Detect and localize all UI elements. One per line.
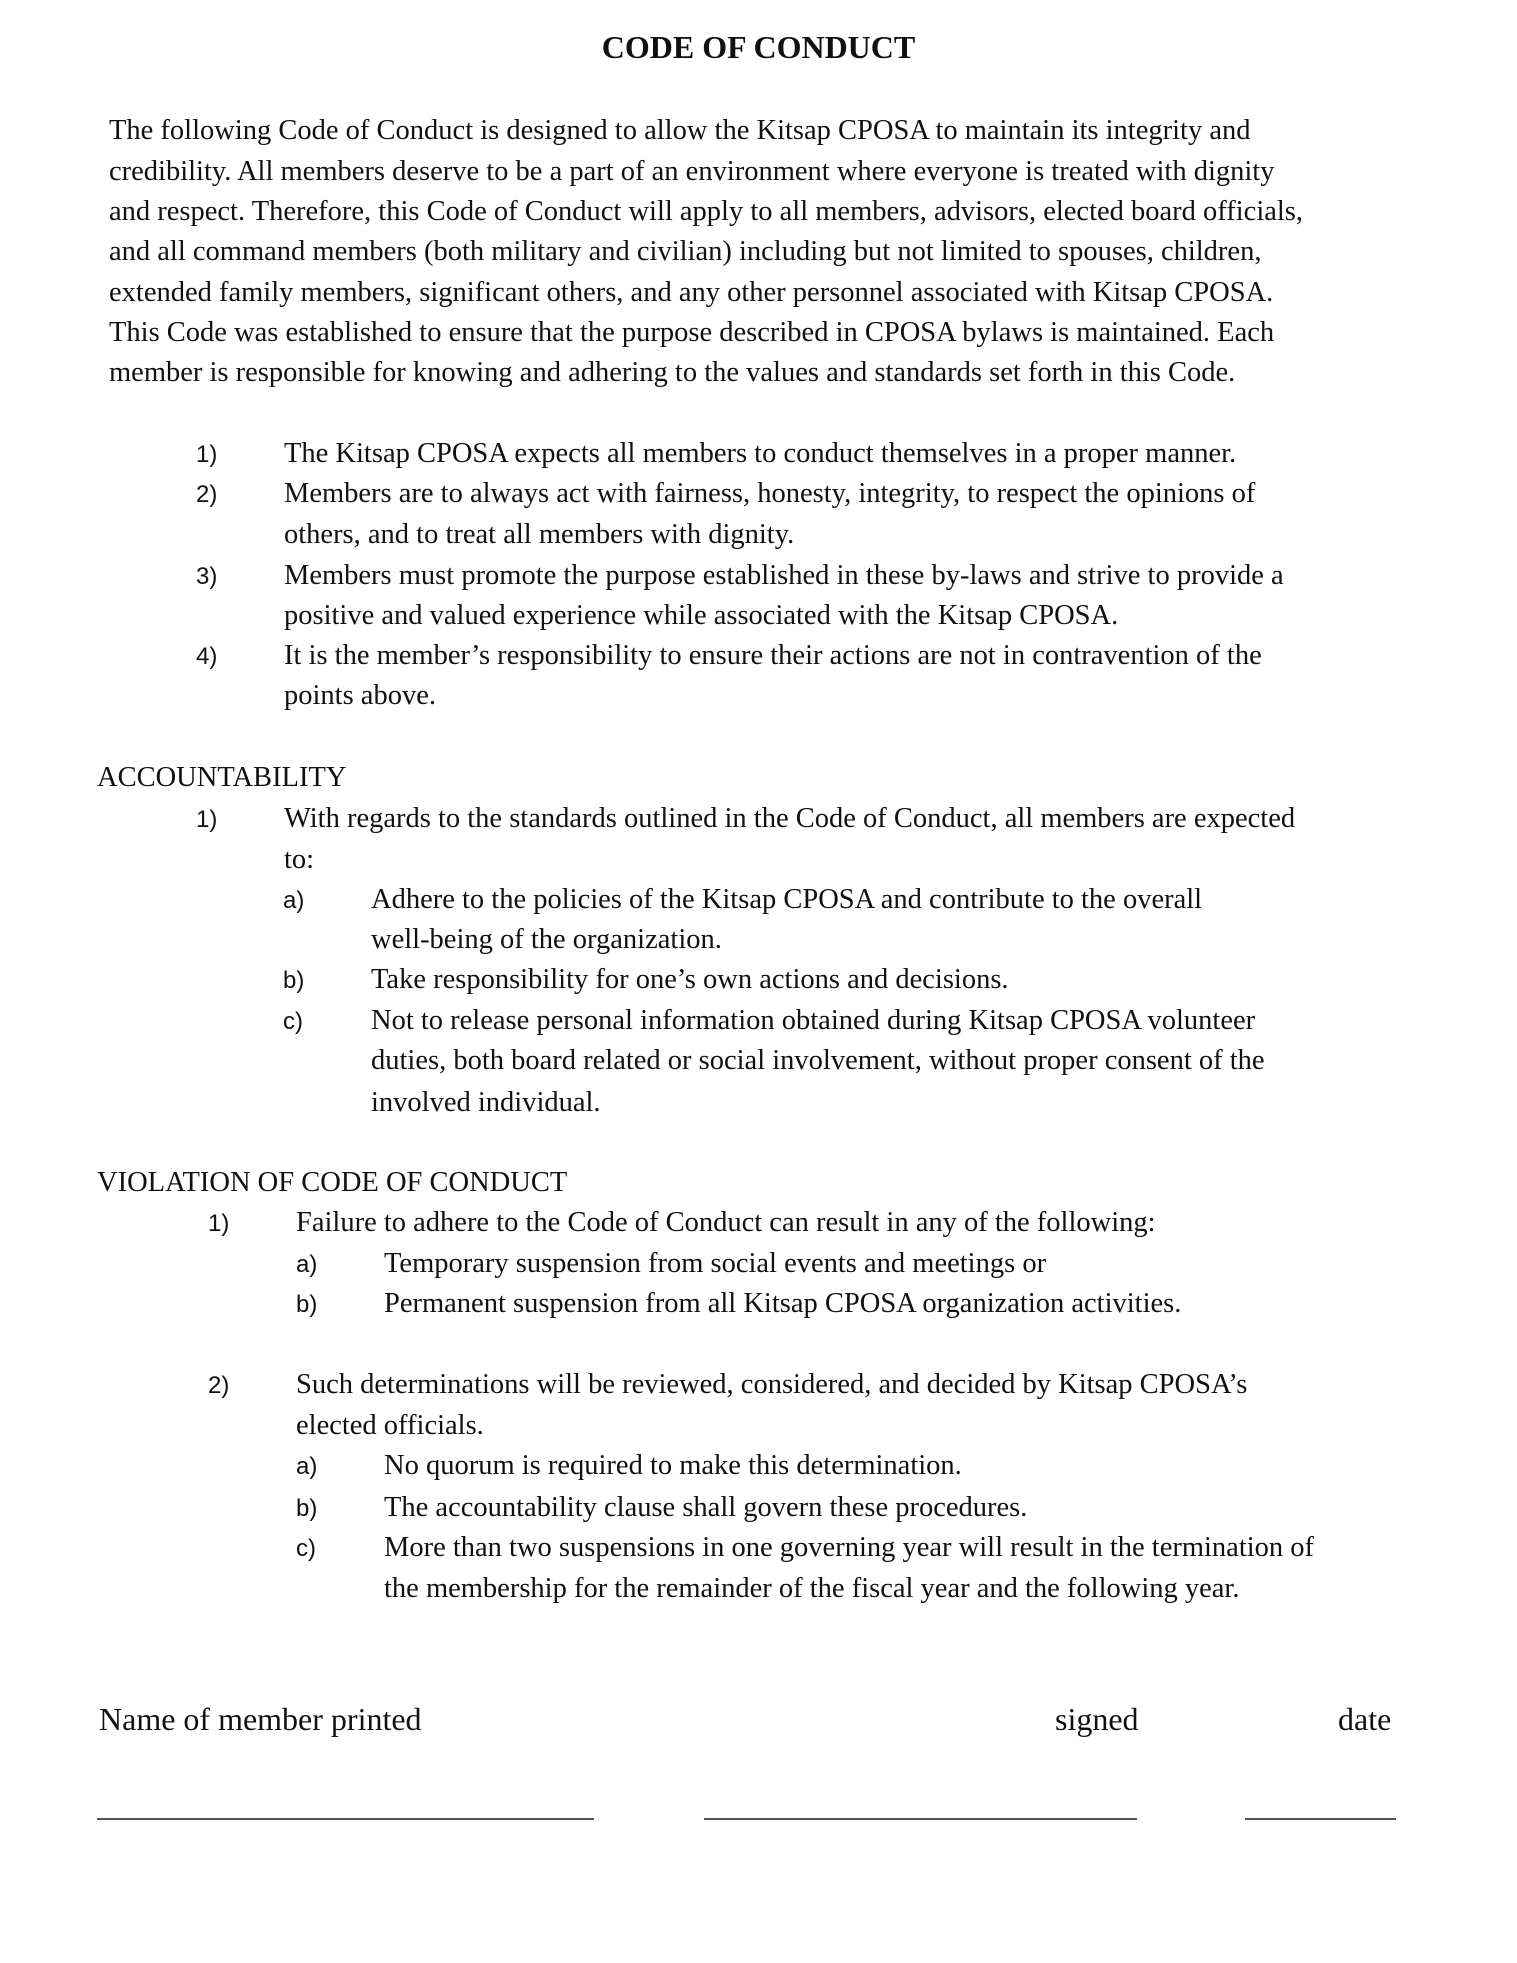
list-marker: 1) [208,1210,230,1237]
list-marker: 2) [208,1372,230,1399]
sublist-marker: c) [283,1008,303,1035]
list-item-text: Members must promote the purpose established in these by-laws and strive to provide a [284,560,1284,591]
name-signature-line[interactable] [97,1818,594,1820]
list-item-text: It is the member’s responsibility to ensure their actions are not in contravention of the [284,640,1262,671]
sublist-marker: c) [296,1535,316,1562]
list-item-text: others, and to treat all members with dignity. [284,519,795,550]
list-item-text: Such determinations will be reviewed, considered, and decided by Kitsap CPOSA’s [296,1369,1248,1400]
list-marker: 1) [196,806,218,833]
intro-line: The following Code of Conduct is designed to allow the Kitsap CPOSA to maintain its integrity and [109,115,1251,146]
name-label: Name of member printed [99,1701,422,1737]
sublist-item-text: Permanent suspension from all Kitsap CPOSA organization activities. [384,1288,1182,1319]
sublist-item-text: Not to release personal information obtained during Kitsap CPOSA volunteer [371,1005,1256,1036]
sublist-marker: b) [296,1495,318,1522]
list-marker: 4) [196,643,218,670]
intro-line: This Code was established to ensure that the purpose described in CPOSA bylaws is maintained. Each [109,317,1275,348]
sublist-item-text: More than two suspensions in one governing year will result in the termination of [384,1532,1315,1563]
intro-line: member is responsible for knowing and adhering to the values and standards set forth in this Code. [109,357,1236,388]
list-item-text: Failure to adhere to the Code of Conduct can result in any of the following: [296,1207,1156,1238]
sublist-marker: a) [296,1453,318,1480]
sublist-marker: b) [283,967,305,994]
list-item-text: The Kitsap CPOSA expects all members to conduct themselves in a proper manner. [284,438,1237,469]
signed-label: signed [1055,1701,1139,1737]
sublist-item-text: Temporary suspension from social events and meetings or [384,1248,1047,1279]
date-signature-line[interactable] [1245,1818,1396,1820]
list-item-text: elected officials. [296,1410,484,1441]
signed-signature-line[interactable] [704,1818,1137,1820]
page-title: CODE OF CONDUCT [601,29,916,65]
list-marker: 3) [196,563,218,590]
list-marker: 1) [196,441,218,468]
list-item-text: Members are to always act with fairness, honesty, integrity, to respect the opinions of [284,478,1256,509]
sublist-item-text: the membership for the remainder of the fiscal year and the following year. [384,1573,1240,1604]
list-marker: 2) [196,481,218,508]
list-item-text: points above. [284,680,436,711]
sublist-marker: b) [296,1291,318,1318]
intro-line: extended family members, significant others, and any other personnel associated with Kitsap CPOSA. [109,277,1274,308]
sublist-item-text: Take responsibility for one’s own actions and decisions. [371,964,1009,995]
section-heading: ACCOUNTABILITY [97,762,347,793]
list-item-text: With regards to the standards outlined in the Code of Conduct, all members are expected [284,803,1296,834]
intro-line: and all command members (both military and civilian) including but not limited to spouses, children, [109,236,1262,267]
section-heading: VIOLATION OF CODE OF CONDUCT [97,1167,568,1198]
sublist-item-text: involved individual. [371,1087,601,1118]
sublist-item-text: duties, both board related or social involvement, without proper consent of the [371,1045,1265,1076]
list-item-text: positive and valued experience while associated with the Kitsap CPOSA. [284,600,1119,631]
sublist-marker: a) [296,1251,318,1278]
intro-line: and respect. Therefore, this Code of Conduct will apply to all members, advisors, elected board officials, [109,196,1304,227]
sublist-marker: a) [283,887,305,914]
sublist-item-text: The accountability clause shall govern these procedures. [384,1492,1028,1523]
intro-line: credibility. All members deserve to be a part of an environment where everyone is treated with dignity [109,156,1275,187]
date-label: date [1338,1701,1392,1737]
sublist-item-text: well-being of the organization. [371,924,722,955]
list-item-text: to: [284,844,315,875]
sublist-item-text: No quorum is required to make this determination. [384,1450,962,1481]
sublist-item-text: Adhere to the policies of the Kitsap CPOSA and contribute to the overall [371,884,1203,915]
